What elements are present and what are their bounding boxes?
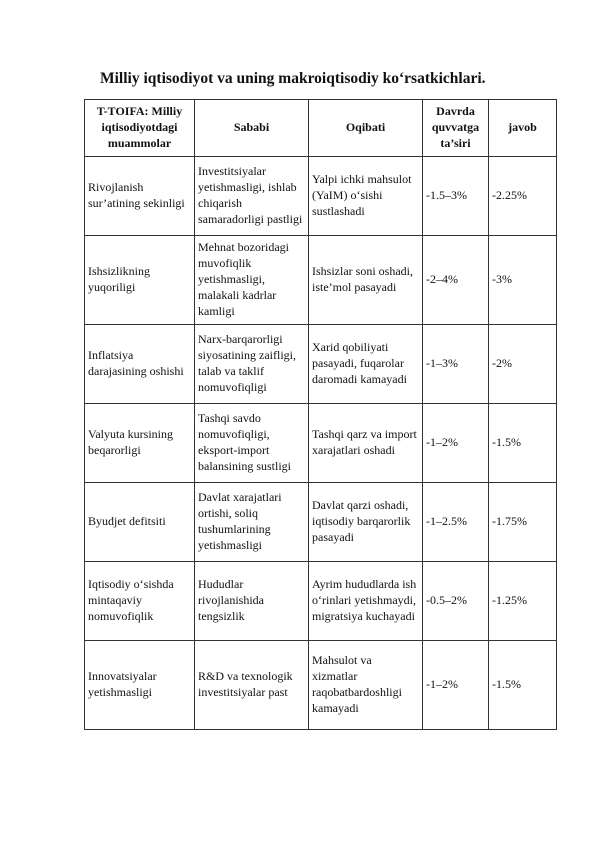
cause-cell: Davlat xarajatlari ortishi, soliq tushumlarining yetishmasligi — [195, 483, 309, 562]
problem-cell: Inflatsiya darajasining oshishi — [85, 325, 195, 404]
effect-cell: Yalpi ichki mahsulot (YaIM) oʻsishi sustlashadi — [309, 157, 423, 236]
column-header-answer: javob — [489, 100, 557, 157]
table-row — [85, 483, 557, 562]
column-header-impact: Davrda quvvatga ta’siri — [423, 100, 489, 157]
cause-cell: R&D va texnologik investitsiyalar past — [195, 641, 309, 730]
table-header-row — [85, 100, 557, 157]
problem-cell: Ishsizlikning yuqoriligi — [85, 236, 195, 325]
answer-cell: -2% — [489, 325, 557, 404]
impact-cell: -1–2% — [423, 641, 489, 730]
problem-cell: Rivojlanish sur’atining sekinligi — [85, 157, 195, 236]
table-row — [85, 157, 557, 236]
table-row — [85, 404, 557, 483]
answer-cell: -1.5% — [489, 641, 557, 730]
effect-cell: Ayrim hududlarda ish oʻrinlari yetishmaydi, migratsiya kuchayadi — [309, 562, 423, 641]
problem-cell: Iqtisodiy oʻsishda mintaqaviy nomuvofiqlik — [85, 562, 195, 641]
impact-cell: -1–3% — [423, 325, 489, 404]
impact-cell: -1–2.5% — [423, 483, 489, 562]
effect-cell: Ishsizlar soni oshadi, iste’mol pasayadi — [309, 236, 423, 325]
table-row — [85, 641, 557, 730]
answer-cell: -1.75% — [489, 483, 557, 562]
answer-cell: -3% — [489, 236, 557, 325]
effect-cell: Tashqi qarz va import xarajatlari oshadi — [309, 404, 423, 483]
effect-cell: Xarid qobiliyati pasayadi, fuqarolar daromadi kamayadi — [309, 325, 423, 404]
impact-cell: -0.5–2% — [423, 562, 489, 641]
effect-cell: Davlat qarzi oshadi, iqtisodiy barqarorlik pasayadi — [309, 483, 423, 562]
impact-cell: -1–2% — [423, 404, 489, 483]
problems-table — [84, 99, 557, 730]
cause-cell: Hududlar rivojlanishida tengsizlik — [195, 562, 309, 641]
cause-cell: Mehnat bozoridagi muvofiqlik yetishmasligi, malakali kadrlar kamligi — [195, 236, 309, 325]
column-header-effect: Oqibati — [309, 100, 423, 157]
problem-cell: Valyuta kursining beqarorligi — [85, 404, 195, 483]
cause-cell: Tashqi savdo nomuvofiqligi, eksport-import balansining sustligi — [195, 404, 309, 483]
effect-cell: Mahsulot va xizmatlar raqobatbardoshligi kamayadi — [309, 641, 423, 730]
cause-cell: Narx-barqarorligi siyosatining zaifligi, talab va taklif nomuvofiqligi — [195, 325, 309, 404]
table-row — [85, 236, 557, 325]
impact-cell: -2–4% — [423, 236, 489, 325]
page-title: Milliy iqtisodiyot va uning makroiqtisodiy koʻrsatkichlari. — [100, 70, 486, 87]
table-row — [85, 325, 557, 404]
answer-cell: -1.5% — [489, 404, 557, 483]
problem-cell: Innovatsiyalar yetishmasligi — [85, 641, 195, 730]
column-header-cause: Sababi — [195, 100, 309, 157]
column-header-problem: T-TOIFA: Milliy iqtisodiyotdagi muammolar — [85, 100, 195, 157]
table-row — [85, 562, 557, 641]
answer-cell: -1.25% — [489, 562, 557, 641]
cause-cell: Investitsiyalar yetishmasligi, ishlab chiqarish samaradorligi pastligi — [195, 157, 309, 236]
answer-cell: -2.25% — [489, 157, 557, 236]
problem-cell: Byudjet defitsiti — [85, 483, 195, 562]
impact-cell: -1.5–3% — [423, 157, 489, 236]
